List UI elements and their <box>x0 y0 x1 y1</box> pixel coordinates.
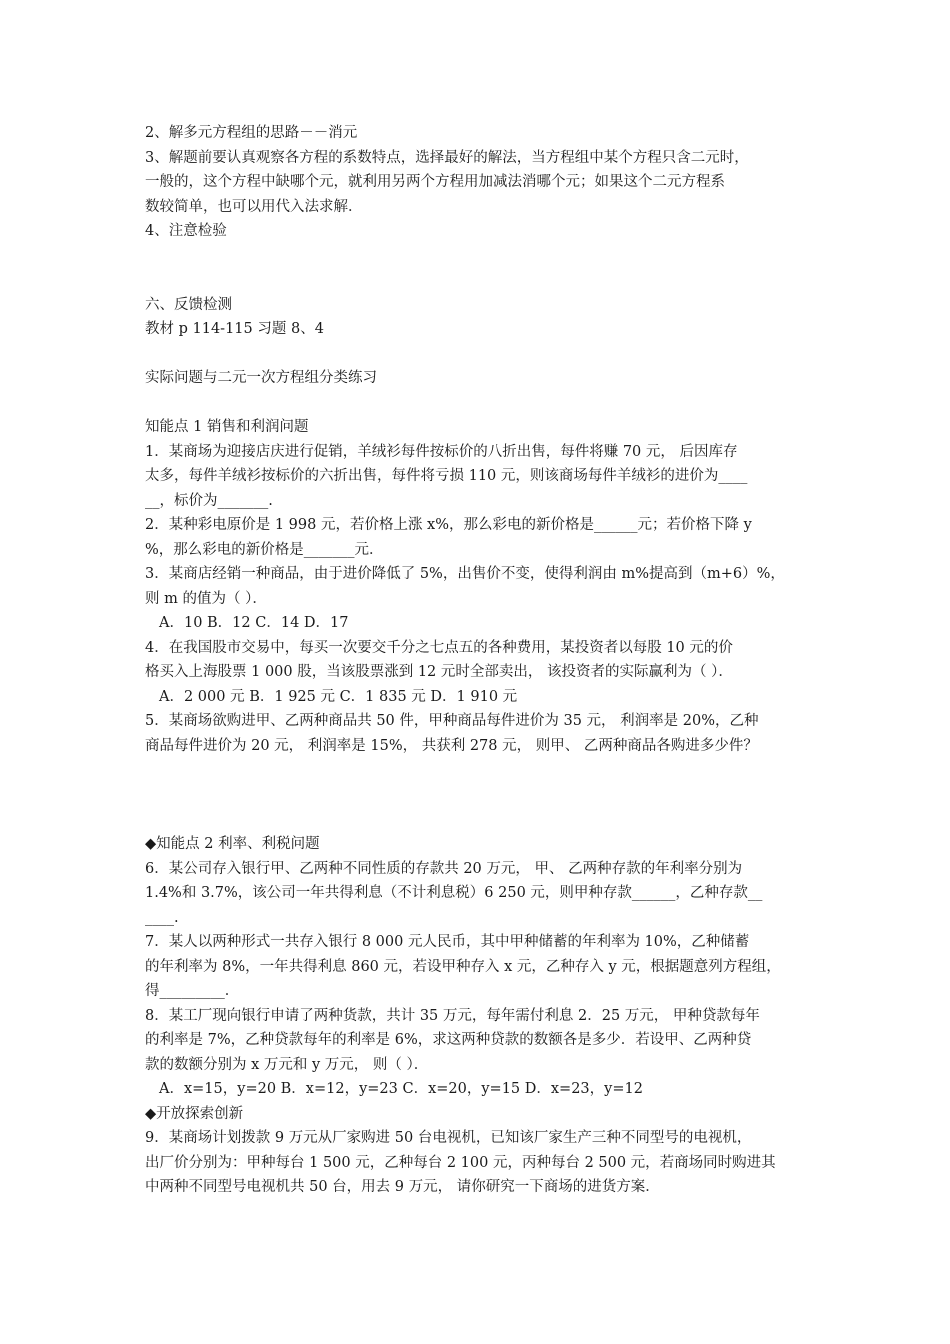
q9-line-c: 中两种不同型号电视机共 50 台，用去 9 万元， 请你研究一下商场的进货方案． <box>145 1179 660 1195</box>
q6-line-c: ____. <box>145 909 179 926</box>
q3-line-b: 则 m 的值为（ ）． <box>145 590 267 607</box>
topic3-heading: ◆开放探索创新 <box>145 1105 244 1122</box>
q6-line-a: 6．某公司存入银行甲、乙两种不同性质的存款共 20 万元， 甲、 乙两种存款的年利率分别为 <box>145 860 743 877</box>
q7-line-a: 7．某人以两种形式一共存入银行 8 000 元人民币，其中甲种储蓄的年利率为 10%，乙种储蓄 <box>145 934 750 950</box>
topic1-heading: 知能点 1 销售和利润问题 <box>145 419 309 435</box>
q3-options: A．10 B．12 C．14 D．17 <box>159 615 349 631</box>
q3-line-a: 3．某商店经销一种商品，由于进价降低了 5%，出售价不变，使得利润由 m%提高到（m+6）%， <box>145 566 785 582</box>
q2-line-a: 2．某种彩电原价是 1 998 元，若价格上涨 x%，那么彩电的新价格是______元；若价格下降 y <box>145 517 752 533</box>
topic2-heading: ◆知能点 2 利率、利税问题 <box>145 836 320 852</box>
tip-line-3c: 数较简单，也可以用代入法求解． <box>145 198 363 215</box>
q1-line-b: 太多，每件羊绒衫按标价的六折出售，每件将亏损 110 元，则该商场每件羊绒衫的进价为____ <box>145 468 748 484</box>
q1-line-c: __，标价为_______. <box>145 492 273 509</box>
q1-line-a: 1．某商场为迎接店庆进行促销，羊绒衫每件按标价的八折出售，每件将赚 70 元， 后因库存 <box>145 443 738 460</box>
q9-line-b: 出厂价分别为：甲种每台 1 500 元，乙种每台 2 100 元，丙种每台 2 500 元，若商场同时购进其 <box>145 1154 776 1171</box>
feedback-reference: 教材 p 114-115 习题 8、4 <box>145 321 324 337</box>
q8-line-a: 8．某工厂现向银行申请了两种货款，共计 35 万元，每年需付利息 2．25 万元， 甲种贷款每年 <box>145 1007 760 1024</box>
tip-line-3a: 3、解题前要认真观察各方程的系数特点，选择最好的解法，当方程组中某个方程只含二元时， <box>145 149 749 166</box>
practice-title: 实际问题与二元一次方程组分类练习 <box>145 370 377 386</box>
q2-line-b: %，那么彩电的新价格是_______元． <box>145 541 384 558</box>
tip-line-4: 4、注意检验 <box>145 223 227 239</box>
q7-line-c: 得_________． <box>145 983 240 999</box>
q4-line-b: 格买入上海股票 1 000 股，当该股票涨到 12 元时全部卖出， 该投资者的实际赢利为（ ）． <box>145 664 733 680</box>
q8-options: A．x=15，y=20 B．x=12，y=23 C．x=20，y=15 D．x=23，y=12 <box>159 1081 643 1097</box>
q5-line-b: 商品每件进价为 20 元， 利润率是 15%， 共获利 278 元， 则甲、 乙两种商品各购进多少件？ <box>145 737 758 754</box>
feedback-heading: 六、反馈检测 <box>145 296 232 313</box>
q5-line-a: 5．某商场欲购进甲、乙两种商品共 50 件，甲种商品每件进价为 35 元， 利润率是 20%，乙种 <box>145 713 759 729</box>
tip-line-2: 2、解多元方程组的思路－－消元 <box>145 125 358 141</box>
q7-line-b: 的年利率为 8%，一年共得利息 860 元，若设甲种存入 x 元，乙种存入 y 元，根据题意列方程组， <box>145 958 781 975</box>
q8-line-c: 款的数额分别为 x 万元和 y 万元， 则（ ）． <box>145 1056 429 1073</box>
tip-line-3b: 一般的，这个方程中缺哪个元，就利用另两个方程用加减法消哪个元；如果这个二元方程系 <box>145 174 725 190</box>
q6-line-b: 1.4%和 3.7%，该公司一年共得利息（不计利息税）6 250 元，则甲种存款______，乙种存款__ <box>145 885 763 901</box>
document-page <box>145 121 825 1200</box>
q8-line-b: 的利率是 7%，乙种贷款每年的利率是 6%，求这两种贷款的数额各是多少．若设甲、乙两种贷 <box>145 1032 752 1048</box>
q9-line-a: 9．某商场计划拨款 9 万元从厂家购进 50 台电视机，已知该厂家生产三种不同型号的电视机， <box>145 1130 752 1146</box>
q4-options: A．2 000 元 B．1 925 元 C．1 835 元 D．1 910 元 <box>159 688 518 705</box>
q4-line-a: 4．在我国股市交易中，每买一次要交千分之七点五的各种费用，某投资者以每股 10 元的价 <box>145 639 733 656</box>
